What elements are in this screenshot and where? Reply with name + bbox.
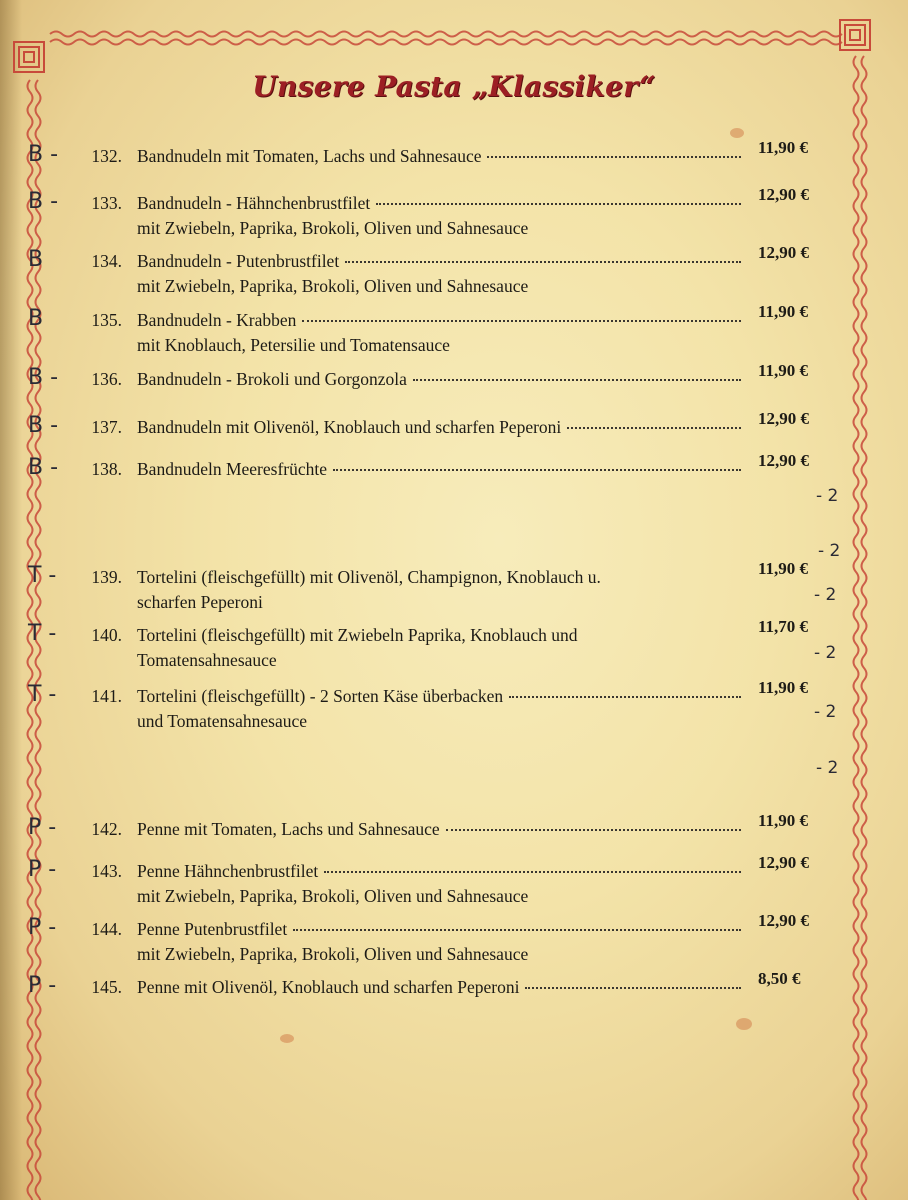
item-name: Penne Putenbrustfilet xyxy=(137,919,288,939)
item-number: 142. xyxy=(91,819,122,839)
handwritten-mark: B - xyxy=(28,455,59,480)
item-detail: und Tomatensahnesauce xyxy=(137,711,307,731)
handwritten-mark: P - xyxy=(28,973,57,998)
handwritten-mark: B - xyxy=(28,413,59,438)
item-price: 11,90 € xyxy=(758,302,809,321)
handwritten-mark: T - xyxy=(28,621,57,646)
item-description xyxy=(137,193,745,217)
item-name: Tortelini (fleischgefüllt) mit Zwiebeln Paprika, Knoblauch und xyxy=(137,625,578,645)
paper-stain xyxy=(736,1018,752,1030)
corner-ornament-icon xyxy=(838,18,872,52)
dot-leader xyxy=(333,469,741,471)
handwritten-mark: P - xyxy=(28,915,57,940)
dot-leader xyxy=(525,987,741,989)
item-detail: mit Knoblauch, Petersilie und Tomatensauce xyxy=(137,335,450,355)
item-name: Bandnudeln - Brokoli und Gorgonzola xyxy=(137,369,407,389)
item-description xyxy=(137,686,745,710)
dot-leader xyxy=(509,696,741,698)
dot-leader xyxy=(293,929,741,931)
item-name: Bandnudeln - Krabben xyxy=(137,310,297,330)
dot-leader xyxy=(413,379,741,381)
item-description xyxy=(137,251,745,275)
item-detail: mit Zwiebeln, Paprika, Brokoli, Oliven und Sahnesauce xyxy=(137,218,529,238)
item-number: 143. xyxy=(91,861,122,881)
item-number: 135. xyxy=(91,310,122,330)
item-number: 137. xyxy=(91,417,122,437)
item-number: 133. xyxy=(91,193,122,213)
handwritten-mark: B xyxy=(28,247,44,272)
handwritten-note: - 2 xyxy=(816,486,839,506)
item-name: Bandnudeln mit Olivenöl, Knoblauch und scharfen Peperoni xyxy=(137,417,562,437)
corner-ornament-icon xyxy=(12,40,46,74)
handwritten-note: - 2 xyxy=(816,758,839,778)
item-name: Penne mit Olivenöl, Knoblauch und scharfen Peperoni xyxy=(137,977,520,997)
handwritten-mark: B xyxy=(28,306,44,331)
handwritten-mark: T - xyxy=(28,682,57,707)
item-price: 12,90 € xyxy=(758,853,809,872)
item-description xyxy=(137,459,745,483)
item-description xyxy=(137,310,745,334)
handwritten-mark: T - xyxy=(28,563,57,588)
item-description xyxy=(137,977,745,1001)
item-name: Bandnudeln - Putenbrustfilet xyxy=(137,251,340,271)
item-description xyxy=(137,861,745,885)
handwritten-mark: B - xyxy=(28,189,59,214)
item-description xyxy=(137,919,745,943)
item-price: 12,90 € xyxy=(758,409,809,428)
item-price: 12,90 € xyxy=(758,911,809,930)
item-description xyxy=(137,417,745,441)
item-name: Tortelini (fleischgefüllt) - 2 Sorten Käse überbacken xyxy=(137,686,504,706)
item-number: 132. xyxy=(91,146,122,166)
item-number: 139. xyxy=(91,567,122,587)
item-price: 11,70 € xyxy=(758,617,809,636)
item-description xyxy=(137,369,745,393)
item-number: 136. xyxy=(91,369,122,389)
handwritten-note: - 2 xyxy=(818,541,841,561)
item-number: 144. xyxy=(91,919,122,939)
handwritten-mark: B - xyxy=(28,365,59,390)
dot-leader xyxy=(567,427,741,429)
item-detail: mit Zwiebeln, Paprika, Brokoli, Oliven und Sahnesauce xyxy=(137,944,529,964)
item-price: 11,90 € xyxy=(758,138,809,157)
handwritten-mark: P - xyxy=(28,815,57,840)
item-price: 8,50 € xyxy=(758,969,801,988)
dot-leader xyxy=(324,871,741,873)
item-price: 12,90 € xyxy=(758,451,809,470)
item-name: Penne Hähnchenbrustfilet xyxy=(137,861,319,881)
item-description xyxy=(137,146,745,170)
page-title: Unsere Pasta „Klassiker“ xyxy=(252,70,656,103)
dot-leader xyxy=(487,156,741,158)
paper-stain xyxy=(730,128,744,138)
item-description xyxy=(137,819,745,843)
dot-leader xyxy=(302,320,741,322)
item-price: 11,90 € xyxy=(758,811,809,830)
dot-leader xyxy=(376,203,741,205)
handwritten-note: - 2 xyxy=(814,643,837,663)
item-number: 134. xyxy=(91,251,122,271)
item-detail: mit Zwiebeln, Paprika, Brokoli, Oliven und Sahnesauce xyxy=(137,886,529,906)
item-detail: Tomatensahnesauce xyxy=(137,650,277,670)
item-price: 12,90 € xyxy=(758,185,809,204)
handwritten-mark: B - xyxy=(28,142,59,167)
item-number: 141. xyxy=(91,686,122,706)
item-name: Penne mit Tomaten, Lachs und Sahnesauce xyxy=(137,819,440,839)
item-number: 145. xyxy=(91,977,122,997)
item-number: 140. xyxy=(91,625,122,645)
item-name: Bandnudeln Meeresfrüchte xyxy=(137,459,327,479)
item-number: 138. xyxy=(91,459,122,479)
item-detail: scharfen Peperoni xyxy=(137,592,263,612)
item-price: 11,90 € xyxy=(758,678,809,697)
handwritten-mark: P - xyxy=(28,857,57,882)
item-price: 11,90 € xyxy=(758,559,809,578)
dot-leader xyxy=(345,261,741,263)
item-name: Bandnudeln - Hähnchenbrustfilet xyxy=(137,193,371,213)
item-description xyxy=(137,567,745,591)
item-name: Tortelini (fleischgefüllt) mit Olivenöl, Champignon, Knoblauch u. xyxy=(137,567,601,587)
dot-leader xyxy=(446,829,741,831)
handwritten-note: - 2 xyxy=(814,702,837,722)
item-description xyxy=(137,625,745,649)
item-name: Bandnudeln mit Tomaten, Lachs und Sahnesauce xyxy=(137,146,482,166)
item-detail: mit Zwiebeln, Paprika, Brokoli, Oliven und Sahnesauce xyxy=(137,276,529,296)
paper-stain xyxy=(280,1034,294,1043)
handwritten-note: - 2 xyxy=(814,585,837,605)
item-price: 11,90 € xyxy=(758,361,809,380)
item-price: 12,90 € xyxy=(758,243,809,262)
